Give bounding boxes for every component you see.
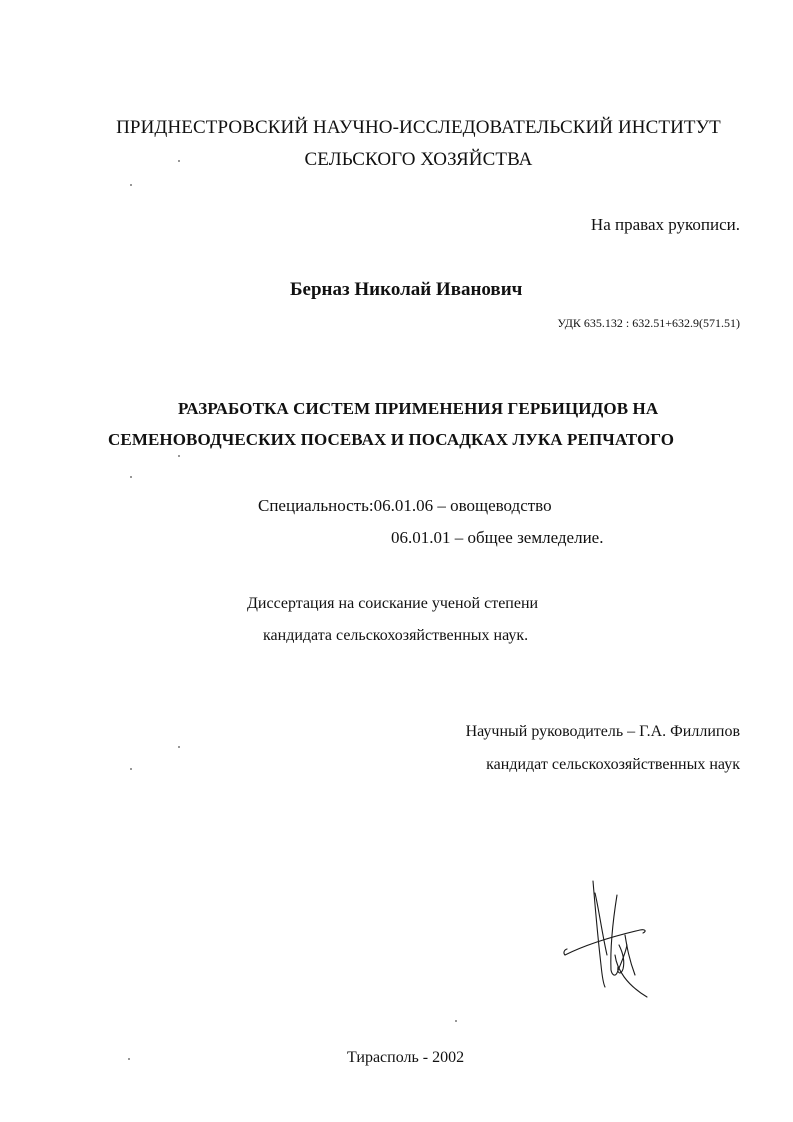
institute-name-line-1: ПРИДНЕСТРОВСКИЙ НАУЧНО-ИССЛЕДОВАТЕЛЬСКИЙ ИНСТИТУТ [116, 117, 721, 138]
scan-speck [178, 160, 180, 162]
scan-speck [130, 768, 132, 770]
thesis-title-line-2: СЕМЕНОВОДЧЕСКИХ ПОСЕВАХ И ПОСАДКАХ ЛУКА РЕПЧАТОГО [108, 430, 675, 449]
scan-speck [178, 746, 180, 748]
scan-speck [130, 184, 132, 186]
specialty-line-2: 06.01.01 – общее земледелие. [391, 528, 604, 547]
author-name: Берназ Николай Иванович [290, 279, 523, 300]
dissertation-degree-line-2: кандидата сельскохозяйственных наук. [263, 627, 529, 644]
dissertation-degree-line-1: Диссертация на соискание ученой степени [247, 595, 539, 612]
scan-speck [178, 455, 180, 457]
supervisor-line-1: Научный руководитель – Г.А. Филлипов [465, 723, 740, 740]
specialty-line-1: Специальность:06.01.06 – овощеводство [258, 496, 552, 515]
city-year: Тирасполь - 2002 [347, 1049, 465, 1066]
signature-icon [555, 875, 665, 1000]
thesis-title-line-1: РАЗРАБОТКА СИСТЕМ ПРИМЕНЕНИЯ ГЕРБИЦИДОВ НА [178, 399, 659, 418]
scan-speck [130, 476, 132, 478]
scan-speck [455, 1020, 457, 1022]
udk-code: УДК 635.132 : 632.51+632.9(571.51) [557, 316, 740, 330]
institute-name-line-2: СЕЛЬСКОГО ХОЗЯЙСТВА [304, 149, 533, 170]
scan-speck [128, 1058, 130, 1060]
rights-notice: На правах рукописи. [590, 215, 740, 234]
supervisor-line-2: кандидат сельскохозяйственных наук [486, 756, 740, 773]
